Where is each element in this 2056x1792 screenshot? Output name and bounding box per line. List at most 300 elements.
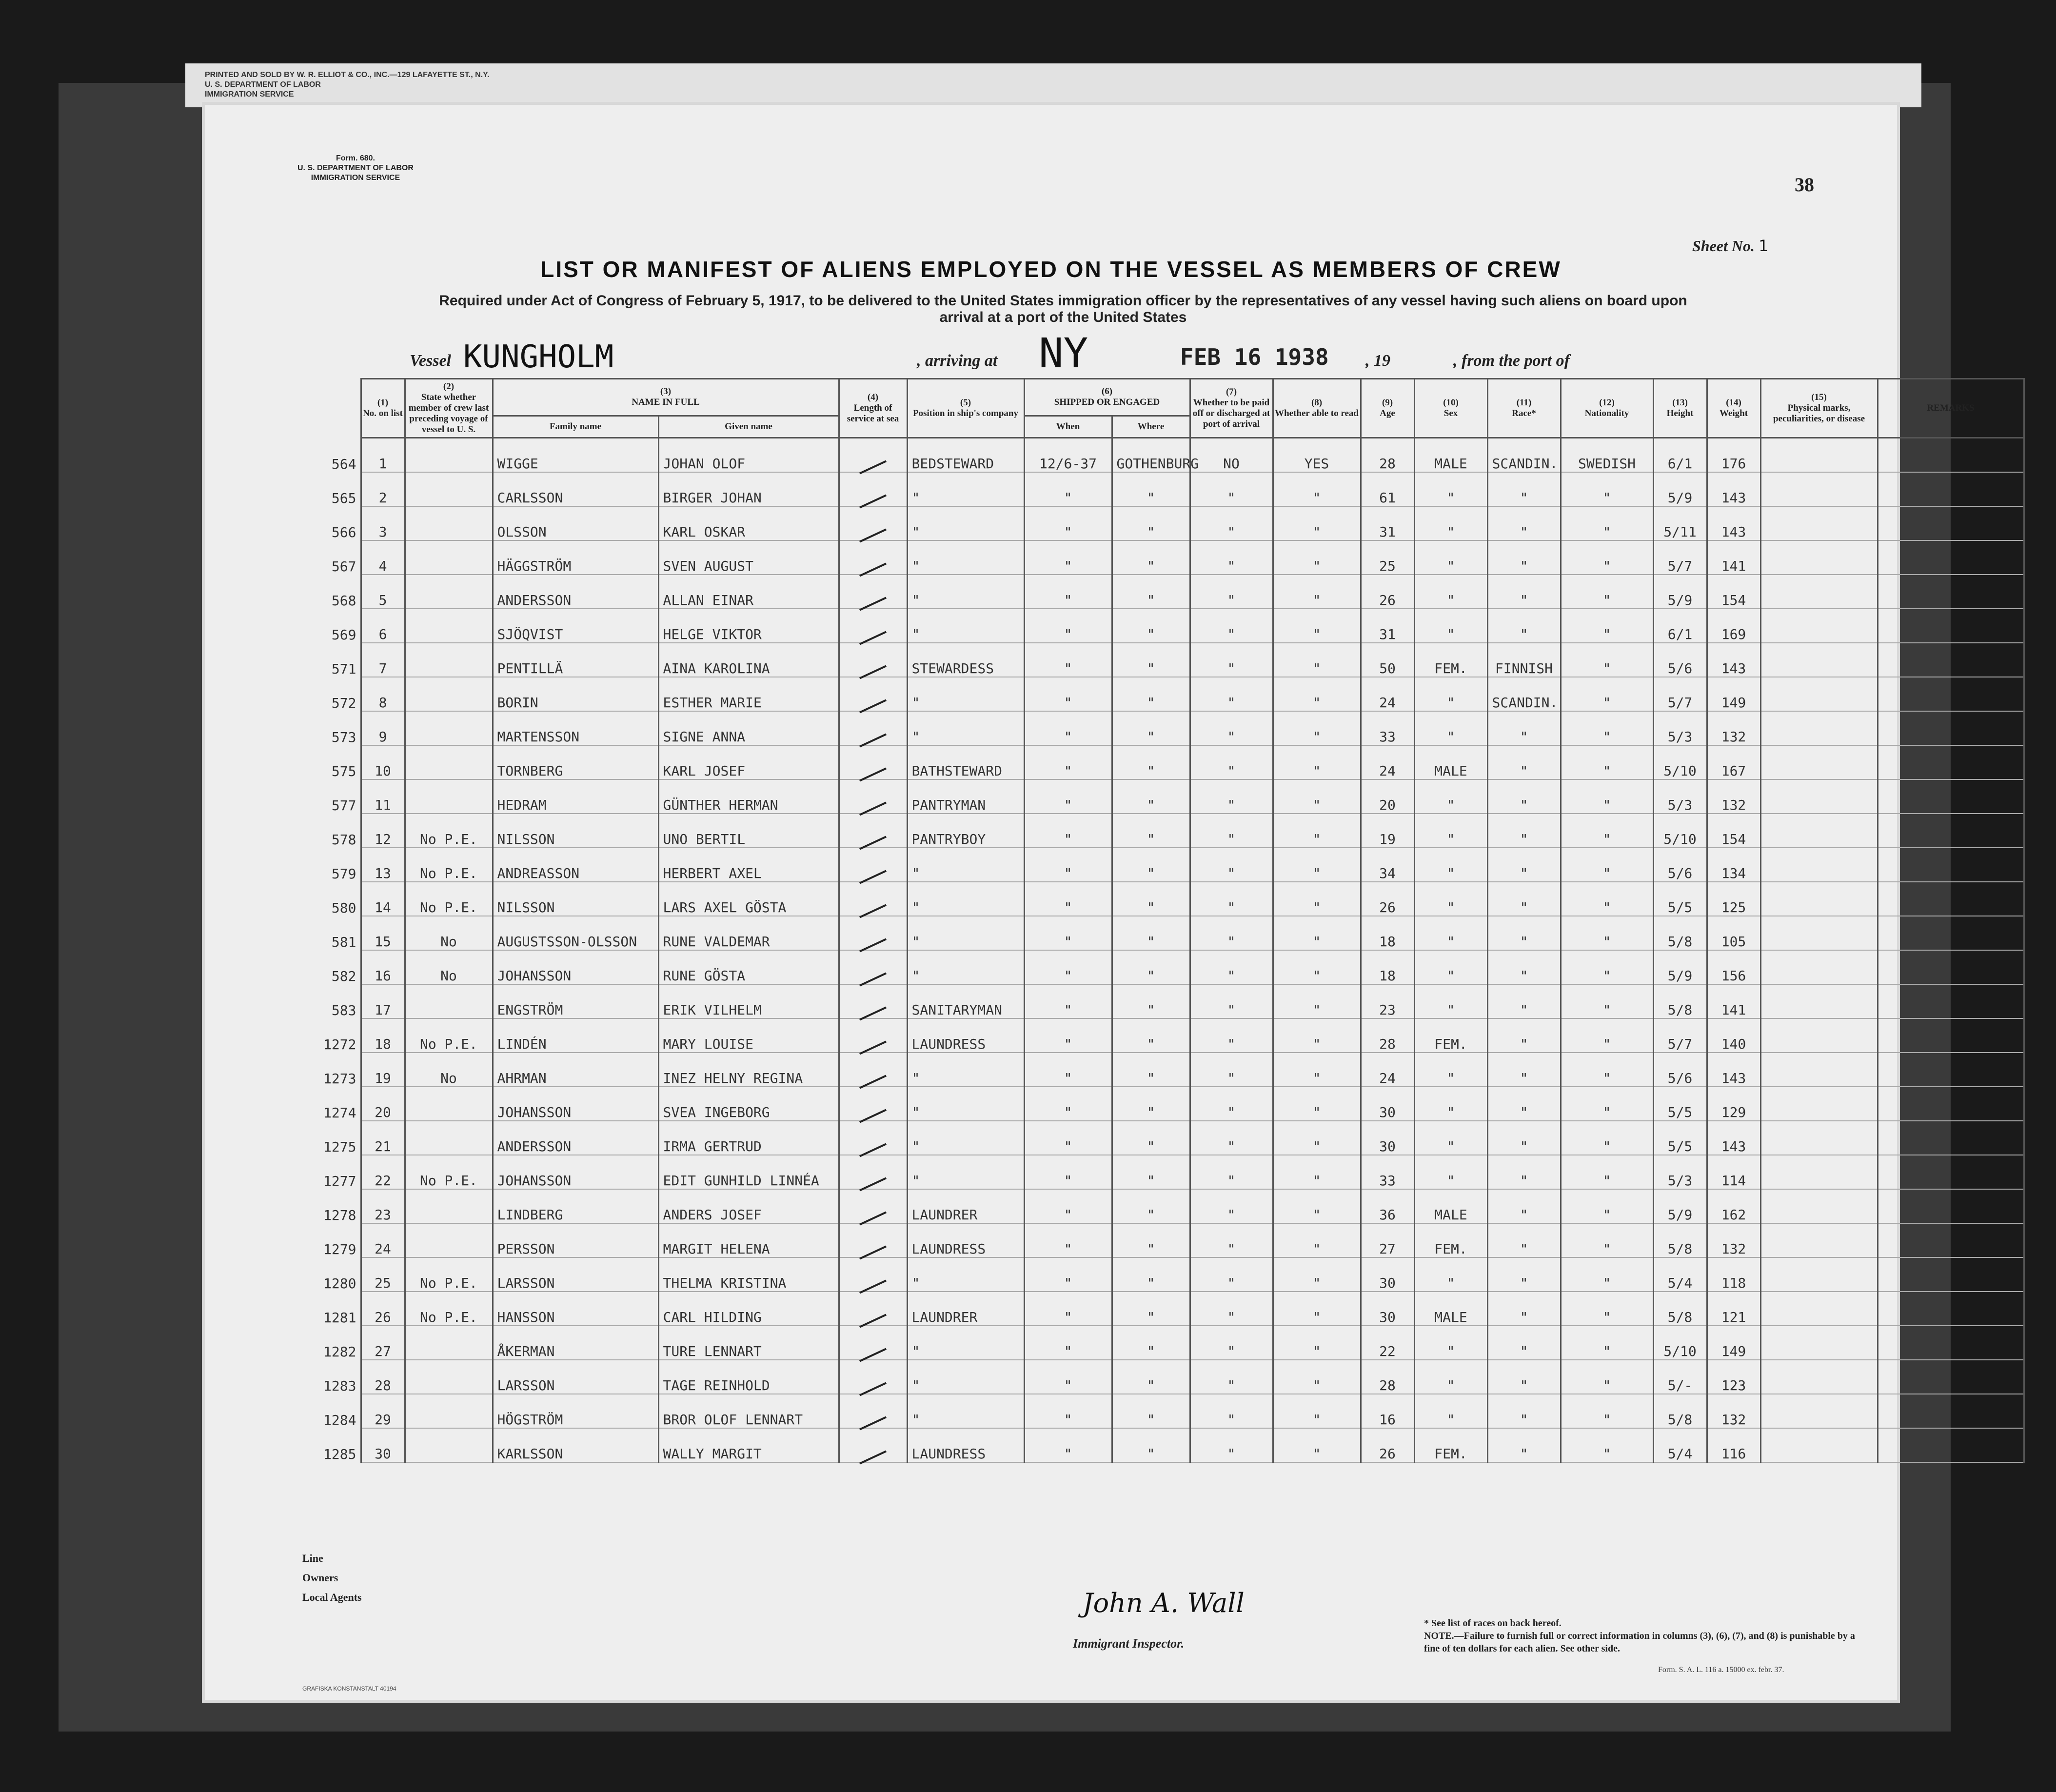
list-ref-number: 564 bbox=[331, 456, 356, 472]
remarks bbox=[1878, 1087, 2024, 1121]
remarks bbox=[1878, 916, 2024, 950]
paid-off: " bbox=[1190, 472, 1273, 506]
shipped-where: " bbox=[1112, 1189, 1190, 1223]
previous-voyage bbox=[405, 643, 493, 677]
row-number: 26 bbox=[361, 1292, 405, 1326]
weight: 143 bbox=[1707, 1053, 1760, 1087]
given-name: WALLY MARGIT bbox=[658, 1428, 839, 1462]
age: 30 bbox=[1361, 1121, 1414, 1155]
page-subtitle bbox=[380, 293, 1746, 326]
previous-voyage: No P.E. bbox=[405, 814, 493, 848]
previous-voyage bbox=[405, 1121, 493, 1155]
able-to-read: " bbox=[1273, 575, 1361, 609]
age: 26 bbox=[1361, 575, 1414, 609]
list-ref-number: 1280 bbox=[323, 1275, 356, 1292]
arriving-port: NY bbox=[1039, 329, 1088, 377]
shipped-when: " bbox=[1024, 916, 1112, 950]
row-number: 15 bbox=[361, 916, 405, 950]
footer-labels bbox=[302, 1549, 362, 1607]
row-number: 27 bbox=[361, 1326, 405, 1360]
physical-marks bbox=[1760, 1257, 1878, 1292]
race: " bbox=[1487, 1292, 1561, 1326]
able-to-read: " bbox=[1273, 882, 1361, 916]
list-ref-number: 575 bbox=[331, 763, 356, 779]
family-name: WIGGE bbox=[493, 438, 658, 473]
table-row bbox=[297, 1292, 2024, 1326]
shipped-where: " bbox=[1112, 575, 1190, 609]
shipped-where: " bbox=[1112, 779, 1190, 814]
sex: " bbox=[1414, 1053, 1487, 1087]
height: 5/5 bbox=[1653, 1087, 1707, 1121]
nationality: " bbox=[1561, 1326, 1653, 1360]
race: SCANDIN. bbox=[1487, 677, 1561, 711]
shipped-when: 12/6-37 bbox=[1024, 438, 1112, 473]
manifest-sheet bbox=[205, 105, 1975, 1700]
table-row bbox=[297, 848, 2024, 882]
position: LAUNDRESS bbox=[907, 1223, 1024, 1257]
service-mark bbox=[839, 677, 907, 711]
race: " bbox=[1487, 506, 1561, 540]
shipped-where: " bbox=[1112, 814, 1190, 848]
age: 30 bbox=[1361, 1257, 1414, 1292]
height: 5/5 bbox=[1653, 882, 1707, 916]
service-mark bbox=[839, 1394, 907, 1428]
sex: " bbox=[1414, 711, 1487, 745]
weight: 141 bbox=[1707, 984, 1760, 1018]
nationality: " bbox=[1561, 472, 1653, 506]
physical-marks bbox=[1760, 1223, 1878, 1257]
col-nationality: (12) Nationality bbox=[1561, 379, 1653, 438]
sex: " bbox=[1414, 1257, 1487, 1292]
position: " bbox=[907, 575, 1024, 609]
service-mark bbox=[839, 984, 907, 1018]
previous-voyage bbox=[405, 438, 493, 473]
service-mark bbox=[839, 1018, 907, 1053]
given-name: SIGNE ANNA bbox=[658, 711, 839, 745]
race: SCANDIN. bbox=[1487, 438, 1561, 473]
able-to-read: " bbox=[1273, 1257, 1361, 1292]
position: " bbox=[907, 882, 1024, 916]
position: " bbox=[907, 1121, 1024, 1155]
previous-voyage: No P.E. bbox=[405, 1292, 493, 1326]
service-mark bbox=[839, 779, 907, 814]
remarks bbox=[1878, 711, 2024, 745]
subtitle-line-2: arrival at a port of the United States bbox=[939, 309, 1187, 325]
col-age: (9) Age bbox=[1361, 379, 1414, 438]
position: " bbox=[907, 540, 1024, 575]
shipped-where: GOTHENBURG bbox=[1112, 438, 1190, 473]
previous-voyage: No P.E. bbox=[405, 1257, 493, 1292]
paid-off: " bbox=[1190, 814, 1273, 848]
physical-marks bbox=[1760, 540, 1878, 575]
previous-voyage: No P.E. bbox=[405, 848, 493, 882]
given-name: ERIK VILHELM bbox=[658, 984, 839, 1018]
table-row bbox=[297, 745, 2024, 779]
shipped-when: " bbox=[1024, 814, 1112, 848]
race: " bbox=[1487, 814, 1561, 848]
year-label: , 19 bbox=[1365, 352, 1390, 370]
able-to-read: " bbox=[1273, 1053, 1361, 1087]
family-name: KARLSSON bbox=[493, 1428, 658, 1462]
age: 26 bbox=[1361, 882, 1414, 916]
previous-voyage bbox=[405, 1326, 493, 1360]
list-ref-number: 1277 bbox=[323, 1173, 356, 1189]
height: 5/10 bbox=[1653, 745, 1707, 779]
height: 6/1 bbox=[1653, 609, 1707, 643]
table-row bbox=[297, 575, 2024, 609]
paid-off: " bbox=[1190, 711, 1273, 745]
shipped-when: " bbox=[1024, 1326, 1112, 1360]
given-name: TURE LENNART bbox=[658, 1326, 839, 1360]
height: 5/8 bbox=[1653, 1223, 1707, 1257]
shipped-where: " bbox=[1112, 1087, 1190, 1121]
race: " bbox=[1487, 1155, 1561, 1189]
able-to-read: " bbox=[1273, 1189, 1361, 1223]
paid-off: " bbox=[1190, 882, 1273, 916]
race: " bbox=[1487, 779, 1561, 814]
paid-off: " bbox=[1190, 1155, 1273, 1189]
given-name: ESTHER MARIE bbox=[658, 677, 839, 711]
page-title: LIST OR MANIFEST OF ALIENS EMPLOYED ON THE VESSEL AS MEMBERS OF CREW bbox=[540, 257, 1562, 282]
able-to-read: " bbox=[1273, 609, 1361, 643]
able-to-read: " bbox=[1273, 643, 1361, 677]
given-name: UNO BERTIL bbox=[658, 814, 839, 848]
col-physical-marks: (15) Physical marks, peculiarities, or disease bbox=[1760, 379, 1878, 438]
remarks bbox=[1878, 1223, 2024, 1257]
service-mark bbox=[839, 950, 907, 984]
paid-off: " bbox=[1190, 540, 1273, 575]
race: " bbox=[1487, 540, 1561, 575]
height: 5/9 bbox=[1653, 950, 1707, 984]
age: 30 bbox=[1361, 1292, 1414, 1326]
nationality: " bbox=[1561, 950, 1653, 984]
family-name: HANSSON bbox=[493, 1292, 658, 1326]
underlying-page bbox=[185, 63, 1921, 107]
nationality: " bbox=[1561, 1360, 1653, 1394]
table-row bbox=[297, 1121, 2024, 1155]
shipped-when: " bbox=[1024, 472, 1112, 506]
physical-marks bbox=[1760, 1087, 1878, 1121]
physical-marks bbox=[1760, 711, 1878, 745]
row-number: 16 bbox=[361, 950, 405, 984]
table-row bbox=[297, 814, 2024, 848]
form-label: Form. 680. bbox=[336, 154, 375, 162]
footnote-races: * See list of races on back hereof. bbox=[1424, 1618, 1562, 1629]
race: " bbox=[1487, 1428, 1561, 1462]
list-ref-number: 582 bbox=[331, 968, 356, 984]
able-to-read: " bbox=[1273, 1087, 1361, 1121]
shipped-when: " bbox=[1024, 1360, 1112, 1394]
row-number: 20 bbox=[361, 1087, 405, 1121]
remarks bbox=[1878, 540, 2024, 575]
position: STEWARDESS bbox=[907, 643, 1024, 677]
shipped-when: " bbox=[1024, 609, 1112, 643]
shipped-when: " bbox=[1024, 1087, 1112, 1121]
given-name: KARL JOSEF bbox=[658, 745, 839, 779]
shipped-when: " bbox=[1024, 984, 1112, 1018]
able-to-read: " bbox=[1273, 540, 1361, 575]
able-to-read: " bbox=[1273, 677, 1361, 711]
previous-voyage: No P.E. bbox=[405, 1018, 493, 1053]
weight: 123 bbox=[1707, 1360, 1760, 1394]
shipped-where: " bbox=[1112, 472, 1190, 506]
position: LAUNDRER bbox=[907, 1189, 1024, 1223]
shipped-when: " bbox=[1024, 1223, 1112, 1257]
able-to-read: " bbox=[1273, 472, 1361, 506]
able-to-read: " bbox=[1273, 1360, 1361, 1394]
shipped-where: " bbox=[1112, 1121, 1190, 1155]
previous-voyage bbox=[405, 575, 493, 609]
physical-marks bbox=[1760, 814, 1878, 848]
previous-voyage bbox=[405, 711, 493, 745]
table-row bbox=[297, 711, 2024, 745]
age: 24 bbox=[1361, 745, 1414, 779]
given-name: SVEN AUGUST bbox=[658, 540, 839, 575]
family-name: JOHANSSON bbox=[493, 1087, 658, 1121]
remarks bbox=[1878, 779, 2024, 814]
shipped-where: " bbox=[1112, 609, 1190, 643]
position: " bbox=[907, 711, 1024, 745]
service-line-top: IMMIGRATION SERVICE bbox=[205, 90, 294, 99]
shipped-where: " bbox=[1112, 1394, 1190, 1428]
vessel-line bbox=[380, 329, 1843, 377]
form-header bbox=[297, 154, 414, 183]
printer-line: PRINTED AND SOLD BY W. R. ELLIOT & CO., INC.—129 LAFAYETTE ST., N.Y. bbox=[205, 71, 490, 79]
line-label: Line bbox=[302, 1552, 323, 1564]
able-to-read: " bbox=[1273, 1292, 1361, 1326]
shipped-when: " bbox=[1024, 1292, 1112, 1326]
remarks bbox=[1878, 950, 2024, 984]
remarks bbox=[1878, 1257, 2024, 1292]
given-name: IRMA GERTRUD bbox=[658, 1121, 839, 1155]
vessel-label: Vessel bbox=[410, 352, 451, 370]
sex: " bbox=[1414, 1155, 1487, 1189]
footnote-penalty: NOTE.—Failure to furnish full or correct information in columns (3), (6), (7), and (8) is punishable by a fine of ten dollars for each alien. See other side. bbox=[1424, 1631, 1855, 1654]
shipped-when: " bbox=[1024, 643, 1112, 677]
race: " bbox=[1487, 1189, 1561, 1223]
nationality: " bbox=[1561, 506, 1653, 540]
shipped-when: " bbox=[1024, 1155, 1112, 1189]
previous-voyage: No bbox=[405, 1053, 493, 1087]
weight: 116 bbox=[1707, 1428, 1760, 1462]
shipped-where: " bbox=[1112, 540, 1190, 575]
position: " bbox=[907, 1394, 1024, 1428]
weight: 149 bbox=[1707, 1326, 1760, 1360]
physical-marks bbox=[1760, 984, 1878, 1018]
family-name: PENTILLÄ bbox=[493, 643, 658, 677]
list-ref-number: 569 bbox=[331, 627, 356, 643]
paid-off: " bbox=[1190, 779, 1273, 814]
remarks bbox=[1878, 438, 2024, 473]
nationality: " bbox=[1561, 677, 1653, 711]
shipped-where: " bbox=[1112, 1360, 1190, 1394]
able-to-read: " bbox=[1273, 745, 1361, 779]
col-when: When bbox=[1024, 416, 1112, 438]
able-to-read: " bbox=[1273, 506, 1361, 540]
race: " bbox=[1487, 984, 1561, 1018]
service-mark bbox=[839, 506, 907, 540]
given-name: ALLAN EINAR bbox=[658, 575, 839, 609]
height: 5/6 bbox=[1653, 848, 1707, 882]
col-sex: (10) Sex bbox=[1414, 379, 1487, 438]
col-able-to-read: (8) Whether able to read bbox=[1273, 379, 1361, 438]
table-row bbox=[297, 540, 2024, 575]
subtitle-line-1: Required under Act of Congress of February 5, 1917, to be delivered to the United States immigration officer by the representatives of any vessel having such aliens on board upon bbox=[439, 293, 1687, 309]
paid-off: " bbox=[1190, 1326, 1273, 1360]
row-number: 22 bbox=[361, 1155, 405, 1189]
list-ref-number: 1279 bbox=[323, 1241, 356, 1257]
race: " bbox=[1487, 745, 1561, 779]
age: 18 bbox=[1361, 950, 1414, 984]
list-ref-number: 571 bbox=[331, 661, 356, 677]
given-name: GÜNTHER HERMAN bbox=[658, 779, 839, 814]
department-label: U. S. DEPARTMENT OF LABOR bbox=[297, 164, 414, 172]
able-to-read: " bbox=[1273, 950, 1361, 984]
col-given-name: Given name bbox=[658, 416, 839, 438]
sex: MALE bbox=[1414, 438, 1487, 473]
physical-marks bbox=[1760, 1326, 1878, 1360]
remarks bbox=[1878, 745, 2024, 779]
able-to-read: " bbox=[1273, 779, 1361, 814]
position: BEDSTEWARD bbox=[907, 438, 1024, 473]
row-number: 10 bbox=[361, 745, 405, 779]
race: " bbox=[1487, 1257, 1561, 1292]
physical-marks bbox=[1760, 1189, 1878, 1223]
age: 34 bbox=[1361, 848, 1414, 882]
weight: 143 bbox=[1707, 472, 1760, 506]
weight: 156 bbox=[1707, 950, 1760, 984]
physical-marks bbox=[1760, 916, 1878, 950]
row-number: 11 bbox=[361, 779, 405, 814]
family-name: BORIN bbox=[493, 677, 658, 711]
family-name: HÄGGSTRÖM bbox=[493, 540, 658, 575]
age: 33 bbox=[1361, 1155, 1414, 1189]
service-mark bbox=[839, 1121, 907, 1155]
col-position: (5) Position in ship's company bbox=[907, 379, 1024, 438]
age: 28 bbox=[1361, 1018, 1414, 1053]
shipped-when: " bbox=[1024, 745, 1112, 779]
table-row bbox=[297, 472, 2024, 506]
weight: 141 bbox=[1707, 540, 1760, 575]
remarks bbox=[1878, 506, 2024, 540]
shipped-where: " bbox=[1112, 1223, 1190, 1257]
height: 5/4 bbox=[1653, 1428, 1707, 1462]
given-name: TAGE REINHOLD bbox=[658, 1360, 839, 1394]
remarks bbox=[1878, 643, 2024, 677]
paid-off: " bbox=[1190, 575, 1273, 609]
previous-voyage: No P.E. bbox=[405, 1155, 493, 1189]
shipped-when: " bbox=[1024, 779, 1112, 814]
given-name: RUNE GÖSTA bbox=[658, 950, 839, 984]
col-paid-off: (7) Whether to be paid off or discharged at port of arrival bbox=[1190, 379, 1273, 438]
nationality: " bbox=[1561, 984, 1653, 1018]
nationality: " bbox=[1561, 1018, 1653, 1053]
col-name-in-full: (3) NAME IN FULL bbox=[493, 379, 839, 416]
table-row bbox=[297, 1155, 2024, 1189]
position: BATHSTEWARD bbox=[907, 745, 1024, 779]
given-name: THELMA KRISTINA bbox=[658, 1257, 839, 1292]
height: 5/9 bbox=[1653, 472, 1707, 506]
position: " bbox=[907, 1257, 1024, 1292]
sex: " bbox=[1414, 677, 1487, 711]
able-to-read: " bbox=[1273, 711, 1361, 745]
shipped-where: " bbox=[1112, 1155, 1190, 1189]
row-number: 13 bbox=[361, 848, 405, 882]
service-mark bbox=[839, 1189, 907, 1223]
previous-voyage bbox=[405, 1428, 493, 1462]
remarks bbox=[1878, 472, 2024, 506]
table-row bbox=[297, 984, 2024, 1018]
table-row bbox=[297, 1428, 2024, 1462]
list-ref-number: 1281 bbox=[323, 1310, 356, 1326]
race: " bbox=[1487, 575, 1561, 609]
shipped-when: " bbox=[1024, 575, 1112, 609]
age: 16 bbox=[1361, 1394, 1414, 1428]
list-ref-number: 1273 bbox=[323, 1071, 356, 1087]
given-name: MARGIT HELENA bbox=[658, 1223, 839, 1257]
family-name: LINDBERG bbox=[493, 1189, 658, 1223]
weight: 154 bbox=[1707, 575, 1760, 609]
footnote bbox=[1424, 1617, 1863, 1655]
paid-off: " bbox=[1190, 677, 1273, 711]
age: 28 bbox=[1361, 1360, 1414, 1394]
list-ref-number: 1285 bbox=[323, 1446, 356, 1462]
family-name: OLSSON bbox=[493, 506, 658, 540]
previous-voyage: No bbox=[405, 950, 493, 984]
paid-off: " bbox=[1190, 950, 1273, 984]
sheet-number bbox=[1692, 237, 1768, 255]
previous-voyage bbox=[405, 540, 493, 575]
nationality: " bbox=[1561, 1121, 1653, 1155]
sex: " bbox=[1414, 1087, 1487, 1121]
nationality: " bbox=[1561, 1428, 1653, 1462]
table-row bbox=[297, 1360, 2024, 1394]
previous-voyage bbox=[405, 677, 493, 711]
paid-off: " bbox=[1190, 643, 1273, 677]
row-number: 23 bbox=[361, 1189, 405, 1223]
service-mark bbox=[839, 1155, 907, 1189]
able-to-read: " bbox=[1273, 1018, 1361, 1053]
row-number: 3 bbox=[361, 506, 405, 540]
local-agents-label: Local Agents bbox=[302, 1591, 362, 1603]
printer-imprint: GRAFISKA KONSTANSTALT 40194 bbox=[302, 1685, 396, 1692]
sheet-value: 1 bbox=[1759, 237, 1768, 255]
age: 23 bbox=[1361, 984, 1414, 1018]
col-previous-voyage: (2) State whether member of crew last preceding voyage of vessel to U. S. bbox=[405, 379, 493, 438]
physical-marks bbox=[1760, 677, 1878, 711]
nationality: " bbox=[1561, 1087, 1653, 1121]
age: 61 bbox=[1361, 472, 1414, 506]
shipped-where: " bbox=[1112, 1292, 1190, 1326]
weight: 143 bbox=[1707, 506, 1760, 540]
physical-marks bbox=[1760, 472, 1878, 506]
row-number: 12 bbox=[361, 814, 405, 848]
row-number: 4 bbox=[361, 540, 405, 575]
list-ref-number: 580 bbox=[331, 900, 356, 916]
family-name: SJÖQVIST bbox=[493, 609, 658, 643]
race: " bbox=[1487, 1326, 1561, 1360]
table-row bbox=[297, 1394, 2024, 1428]
age: 22 bbox=[1361, 1326, 1414, 1360]
family-name: NILSSON bbox=[493, 882, 658, 916]
height: 5/3 bbox=[1653, 1155, 1707, 1189]
paid-off: " bbox=[1190, 848, 1273, 882]
age: 31 bbox=[1361, 506, 1414, 540]
paid-off: NO bbox=[1190, 438, 1273, 473]
paid-off: " bbox=[1190, 1189, 1273, 1223]
nationality: " bbox=[1561, 1189, 1653, 1223]
physical-marks bbox=[1760, 848, 1878, 882]
